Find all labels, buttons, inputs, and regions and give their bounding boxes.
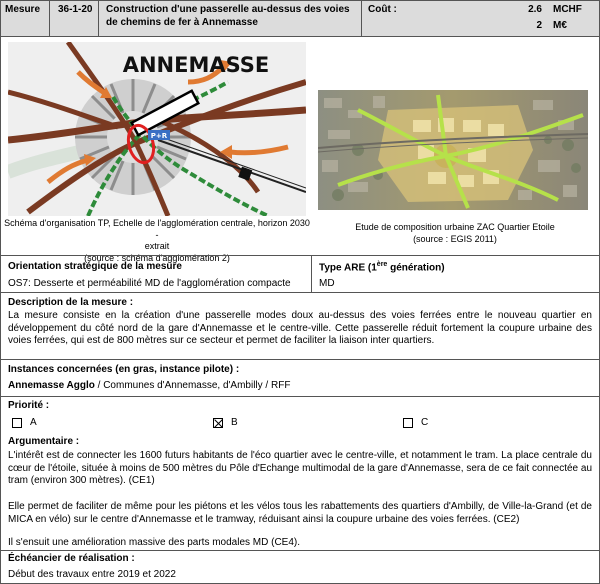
cost-value-chf: 2.6	[528, 4, 542, 15]
cost-label: Coût :	[368, 4, 397, 15]
priority-c-checkbox[interactable]	[403, 418, 413, 428]
schedule-label: Échéancier de réalisation :	[8, 553, 135, 564]
type-are-label-sup: ère	[376, 261, 388, 268]
description-text: La mesure consiste en la création d'une passerelle modes doux au-dessus des voies ferrées entre le nouveau quartier en développement du côté nord de la gare d'Annemasse et le centre-ville. Cette passerelle réduit fortement la coupure urbaine des voies ferrées, qui est de 800 mètres sur ce secteur et permet de faciliter la liaison inter quartiers.	[8, 310, 592, 346]
measure-code: 36-1-20	[58, 4, 93, 15]
type-are-value: MD	[319, 278, 335, 289]
argumentaire-paragraph-1: L'intérêt est de connecter les 1600 futurs habitants de l'éco quartier avec le centre-ville, et notamment le tram. La place centrale du cœur de l'étoile, située à moins de 500 mètres du Pôle d'Echange multimodal de la gare d'Annemasse, sera de ce fait connectée au tram (environ 300 mètres). (CE1)	[8, 450, 592, 486]
cost-value-eur: 2	[536, 20, 542, 31]
priority-label: Priorité :	[8, 400, 50, 411]
left-caption-line1: Schéma d'organisation TP, Echelle de l'agglomération centrale, horizon 2030 -	[4, 218, 310, 240]
left-caption-line3: (source : schéma d'agglomération 2)	[84, 253, 230, 264]
argumentaire-label: Argumentaire :	[8, 436, 80, 447]
transport-schema-map	[8, 42, 306, 216]
urban-composition-aerial	[318, 90, 588, 210]
instances-label: Instances concernées (en gras, instance pilote) :	[8, 364, 240, 375]
measure-title: Construction d'une passerelle au-dessus des voies de chemins de fer à Annemasse	[106, 4, 350, 28]
map-badge: P+R	[150, 132, 168, 140]
measure-label: Mesure	[5, 4, 41, 15]
priority-a-checkbox[interactable]	[12, 418, 22, 428]
orientation-label: Orientation stratégique de la mesure	[8, 261, 182, 272]
map-title: ANNEMASSE	[122, 53, 270, 77]
schedule-value: Début des travaux entre 2019 et 2022	[8, 569, 176, 580]
description-label: Description de la mesure :	[8, 297, 134, 308]
right-caption-line2: (source : EGIS 2011)	[413, 233, 497, 244]
cost-unit-chf: MCHF	[553, 4, 582, 15]
instances-value	[8, 380, 290, 393]
priority-c-label: C	[421, 417, 429, 428]
instances-others: / Communes d'Annemasse, d'Ambilly / RFF	[94, 380, 291, 391]
orientation-value: OS7: Desserte et perméabilité MD de l'agglomération compacte	[8, 278, 291, 289]
left-caption-line2: extrait	[144, 241, 170, 252]
right-figure-caption	[320, 222, 590, 245]
argumentaire-paragraph-3: Il s'ensuit une amélioration massive des parts modales MD (CE4).	[8, 537, 301, 548]
cost-unit-eur: M€	[553, 20, 567, 31]
instances-pilot: Annemasse Agglo	[8, 380, 95, 391]
priority-b-label: B	[231, 417, 238, 428]
priority-a-label: A	[30, 417, 37, 428]
type-are-label-post: génération)	[387, 262, 445, 274]
priority-b-checkbox[interactable]	[213, 418, 223, 428]
type-are-label-pre: Type ARE (1	[319, 262, 377, 274]
argumentaire-paragraph-2: Elle permet de faciliter de même pour les piétons et les vélos tous les rabattements des quartiers d'Ambilly, de Ville-la-Grand (et de MICA en vélo) sur le centre d'Annemasse et le tramway, réduisant ainsi la coupure urbaine des voies ferrées. (CE2)	[8, 501, 592, 525]
type-are-label	[319, 261, 445, 275]
right-caption-line1: Etude de composition urbaine ZAC Quartier Etoile	[355, 222, 555, 232]
